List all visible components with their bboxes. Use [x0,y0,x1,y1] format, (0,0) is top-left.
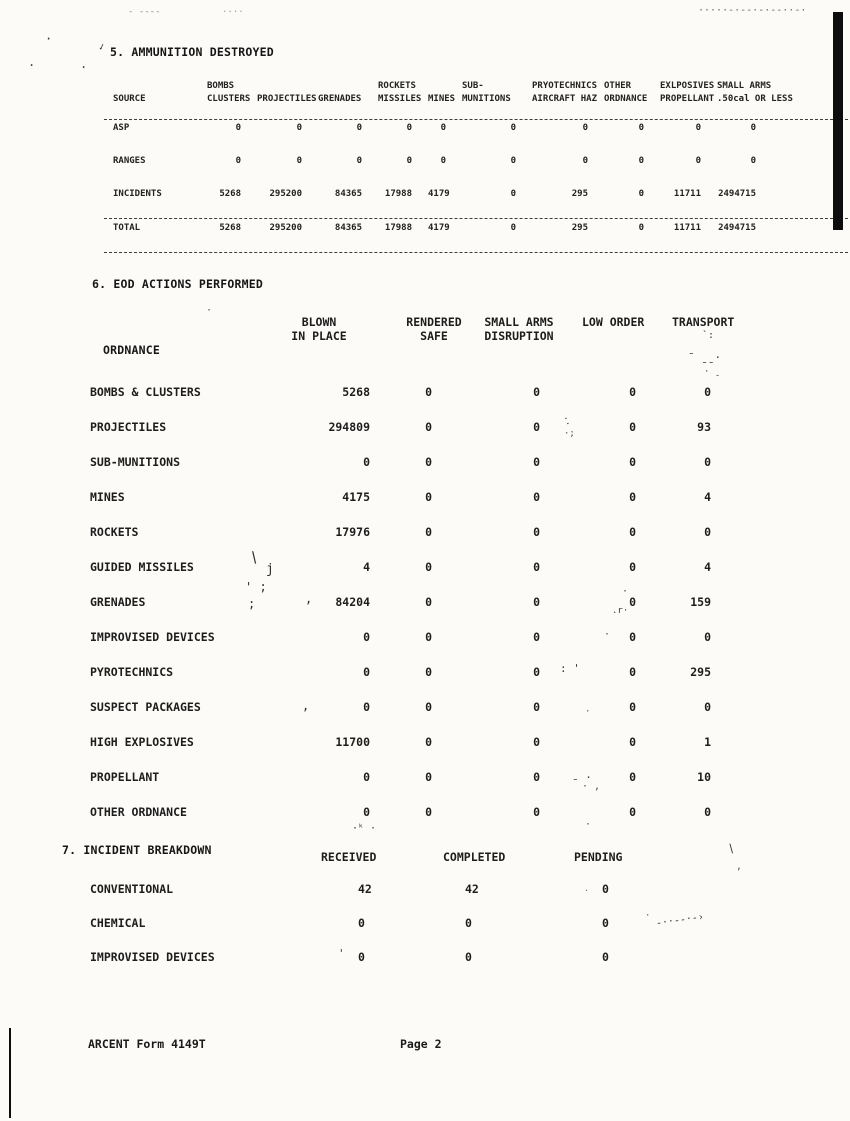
cell-value: 0 [363,805,370,819]
table-row [90,735,716,749]
incident-table-header [0,850,850,866]
cell-value: 0 [629,595,636,609]
row-label: SUB-MUNITIONS [90,455,181,469]
scan-mark: `: [702,330,715,341]
cell-value: 0 [704,525,711,539]
table-row [90,700,716,714]
scan-mark: , [302,699,310,713]
table-row [113,122,813,134]
scan-bar [9,1028,11,1118]
row-label: PROPELLANT [90,770,160,784]
scan-mark: ˍ . [572,768,592,781]
cell-value: 11711 [673,223,701,233]
cell-value: 294809 [328,420,370,434]
scan-mark: · [585,707,591,717]
cell-value: 0 [356,156,362,166]
cell-value: 0 [704,385,711,399]
cell-value: 0 [533,385,540,399]
table-row [90,630,716,644]
cell-value: 0 [425,595,432,609]
scan-mark: ✓ [97,41,107,54]
column-header: ROCKETS MISSILES [378,81,422,104]
table-rule [104,119,848,120]
section5-title: 5. AMMUNITION DESTROYED [110,45,274,59]
table-row [90,947,694,964]
row-label: HIGH EXPLOSIVES [90,735,194,749]
cell-value: 5268 [342,385,370,399]
table-row [90,385,716,399]
cell-value: 4 [704,560,711,574]
scan-mark: · ˍ [704,367,721,377]
column-header: MINES [428,94,456,104]
cell-value: 4 [704,490,711,504]
cell-value: 5268 [219,223,241,233]
row-label: RANGES [113,156,146,166]
cell-value: 0 [629,665,636,679]
cell-value: 93 [697,420,711,434]
table-row [90,592,716,609]
cell-value: 4175 [342,490,370,504]
cell-value: 0 [704,700,711,714]
cell-value: 295200 [269,189,302,199]
table-row [90,455,716,469]
cell-value: 17988 [384,189,412,199]
cell-value: 0 [356,123,362,133]
table-row [90,882,694,896]
column-header: RENDERED SAFE [406,315,462,343]
cell-value: 4179 [428,189,450,199]
cell-value: 0 [425,455,432,469]
scan-mark: · , [582,781,601,792]
cell-value: 0 [629,700,636,714]
cell-value: 0 [465,950,472,964]
row-label: IMPROVISED DEVICES [90,630,215,644]
cell-value: 0 [510,123,516,133]
row-label: IMPROVISED DEVICES [90,950,215,964]
scan-mark: . [28,55,36,69]
row-label: SUSPECT PACKAGES [90,700,201,714]
row-label: INCIDENTS [113,189,162,199]
cell-value: 0 [425,700,432,714]
scan-mark: ·· [559,414,573,429]
cell-value: 0 [602,916,609,930]
cell-value: 0 [533,700,540,714]
page-number: Page 2 [400,1037,442,1051]
cell-value: 1 [704,735,711,749]
column-header: OTHER ORDNANCE [604,81,648,104]
table-row [113,188,813,200]
column-header: SOURCE [113,94,146,104]
column-header: GRENADES [318,94,362,104]
cell-value: 0 [363,665,370,679]
cell-value: 0 [363,630,370,644]
cell-value: 0 [465,916,472,930]
cell-value: 11711 [673,189,701,199]
cell-value: 0 [638,156,644,166]
scan-mark: · [604,629,611,640]
row-label: GRENADES [90,595,146,609]
cell-value: 0 [629,385,636,399]
cell-value: 295 [571,223,588,233]
row-label: MINES [90,490,125,504]
cell-value: 0 [638,223,644,233]
table-row [90,770,716,784]
cell-value: 0 [638,123,644,133]
cell-value: 0 [704,455,711,469]
cell-value: 0 [440,123,446,133]
cell-value: 0 [358,950,365,964]
cell-value: 159 [690,595,711,609]
cell-value: 0 [533,665,540,679]
scan-mark: ' ; [245,580,267,594]
scan-mark: · [584,886,589,895]
scan-mark: - ---- [128,7,161,17]
section7-title: 7. INCIDENT BREAKDOWN [62,843,212,857]
cell-value: 295 [690,665,711,679]
cell-value: 84365 [334,223,362,233]
cell-value: 5268 [219,189,241,199]
scan-mark: ·ᵏ · [352,823,377,834]
scan-mark: . [80,57,88,71]
cell-value: 0 [638,189,644,199]
table-row [90,560,716,577]
cell-value: 10 [697,770,711,784]
cell-value: 0 [425,735,432,749]
scan-mark: · [45,32,53,46]
cell-value: 0 [695,156,701,166]
column-header: EXLPOSIVES PROPELLANT [660,81,715,104]
cell-value: 0 [533,525,540,539]
column-header: PENDING [574,850,623,864]
scan-mark: · [645,911,651,921]
cell-value: 0 [425,665,432,679]
cell-value: 0 [582,156,588,166]
cell-value: 0 [363,455,370,469]
scan-mark: .r· [612,606,629,616]
cell-value: 295 [571,189,588,199]
scan-mark: ·····-·--·-·--··-· [698,5,807,16]
scan-mark: \ [248,549,261,567]
table-rule [104,218,848,219]
row-label: TOTAL [113,223,141,233]
cell-value: 0 [510,189,516,199]
cell-value: 0 [629,630,636,644]
cell-value: 4 [363,560,370,574]
cell-value: 0 [235,123,241,133]
incident-breakdown-table [90,882,694,984]
cell-value: 0 [629,735,636,749]
row-label: GUIDED MISSILES [90,560,194,574]
column-header: RECEIVED [321,850,377,864]
scan-mark: -··--·-› [655,911,705,930]
cell-value: 0 [533,560,540,574]
column-header: PROJECTILES [257,94,317,104]
column-header: PRYOTECHNICS AIRCRAFT HAZ [532,81,598,104]
cell-value: 0 [629,525,636,539]
cell-value: 17976 [335,525,370,539]
cell-value: 0 [533,490,540,504]
scan-mark: · [206,305,213,316]
cell-value: 0 [425,770,432,784]
scan-mark: : ' [560,662,580,675]
ammunition-table-header [113,80,813,106]
cell-value: 0 [629,455,636,469]
cell-value: 2494715 [718,223,756,233]
column-header: TRANSPORT [672,315,735,329]
cell-value: 0 [363,770,370,784]
column-header: BOMBS CLUSTERS [207,81,251,104]
cell-value: 0 [629,420,636,434]
column-header: SMALL ARMS DISRUPTION [484,315,554,343]
scan-mark: j [266,562,274,577]
scan-mark: , [736,861,743,872]
row-label: OTHER ORDNANCE [90,805,187,819]
row-label: CONVENTIONAL [90,882,174,896]
table-row [90,420,716,434]
column-header: BLOWN IN PLACE [291,315,347,343]
cell-value: 0 [425,560,432,574]
cell-value: 0 [533,420,540,434]
cell-value: 0 [425,630,432,644]
scan-mark: ·; [564,429,575,439]
table-row [90,805,716,819]
row-label: PROJECTILES [90,420,167,434]
cell-value: 0 [629,560,636,574]
cell-value: 0 [235,156,241,166]
scan-bar [833,12,843,230]
scan-mark: ; [248,597,256,611]
cell-value: 0 [629,770,636,784]
cell-value: 0 [750,123,756,133]
table-row [113,222,813,234]
cell-value: 295200 [269,223,302,233]
cell-value: 42 [358,882,372,896]
cell-value: 0 [363,700,370,714]
table-row [90,916,694,930]
cell-value: 4179 [428,223,450,233]
cell-value: 0 [533,595,540,609]
table-row [113,155,813,167]
cell-value: 0 [425,490,432,504]
cell-value: 0 [510,156,516,166]
column-header: COMPLETED [443,850,506,864]
cell-value: 0 [296,156,302,166]
cell-value: 0 [533,630,540,644]
cell-value: 0 [629,490,636,504]
row-label: PYROTECHNICS [90,665,174,679]
cell-value: 11700 [335,735,370,749]
cell-value: 0 [533,455,540,469]
cell-value: 17988 [384,223,412,233]
scan-mark: · [622,586,629,597]
cell-value: 0 [533,735,540,749]
cell-value: 0 [425,420,432,434]
cell-value: 0 [582,123,588,133]
form-number: ARCENT Form 4149T [88,1037,206,1051]
cell-value: 84204 [335,595,370,609]
cell-value: 0 [704,805,711,819]
row-label: ASP [113,123,130,133]
scan-mark: .... [222,5,244,15]
eod-row-header: ORDNANCE [103,343,160,357]
cell-value: 0 [440,156,446,166]
column-header: LOW ORDER [582,315,645,329]
cell-value: 0 [695,123,701,133]
table-row [90,525,716,539]
cell-value: 0 [425,385,432,399]
column-header: SMALL ARMS .50cal OR LESS [717,81,793,104]
cell-value: 0 [750,156,756,166]
cell-value: 0 [533,805,540,819]
cell-value: 0 [704,630,711,644]
scan-mark: ˉ ˍˍ· [688,351,722,364]
eod-table-header [0,315,850,345]
scan-mark: · [585,819,592,830]
cell-value: 0 [406,123,412,133]
column-header: SUB- MUNITIONS [462,81,511,104]
row-label: CHEMICAL [90,916,146,930]
cell-value: 84365 [334,189,362,199]
cell-value: 0 [533,770,540,784]
cell-value: 0 [425,805,432,819]
row-label: BOMBS & CLUSTERS [90,385,201,399]
cell-value: 42 [465,882,479,896]
table-row [90,490,716,504]
scan-mark: ' [338,947,345,960]
scan-mark: \ [726,841,736,856]
eod-actions-table [90,385,716,840]
cell-value: 0 [296,123,302,133]
cell-value: 0 [629,805,636,819]
row-label: ROCKETS [90,525,139,539]
cell-value: 0 [425,525,432,539]
scan-mark: , [305,592,313,606]
table-rule [104,252,848,253]
cell-value: 0 [358,916,365,930]
section6-title: 6. EOD ACTIONS PERFORMED [92,277,263,291]
cell-value: 0 [510,223,516,233]
cell-value: 0 [406,156,412,166]
ammunition-destroyed-table [113,80,813,255]
table-row [90,662,716,679]
cell-value: 0 [602,882,609,896]
cell-value: 2494715 [718,189,756,199]
cell-value: 0 [602,950,609,964]
